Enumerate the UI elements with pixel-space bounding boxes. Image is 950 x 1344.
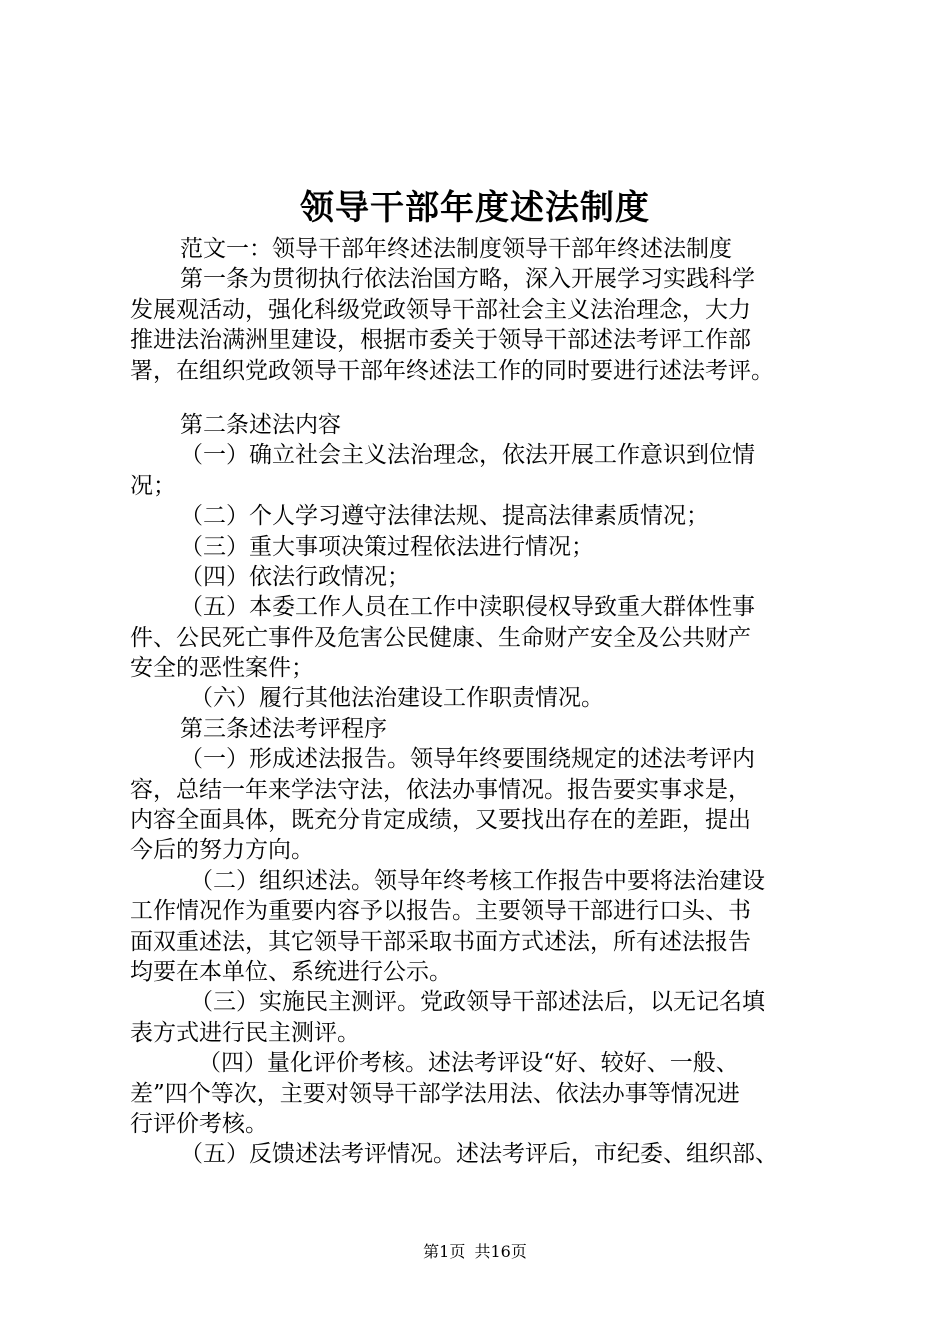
body-line: 差”四个等次，主要对领导干部学法用法、依法办事等情况进 [130,1080,740,1107]
body-line: 面双重述法，其它领导干部采取书面方式述法，所有述法报告 [130,928,751,955]
body-line: 表方式进行民主测评。 [130,1019,360,1046]
body-line: 推进法治满洲里建设，根据市委关于领导干部述法考评工作部 [130,327,751,354]
body-line: （三）重大事项决策过程依法进行情况； [180,533,594,560]
body-line: 第二条述法内容 [180,411,341,438]
page-footer [0,1240,950,1264]
body-line: （二）个人学习遵守法律法规、提高法律素质情况； [180,503,709,530]
body-line: （四）依法行政情况； [180,563,410,590]
page-number: 第1页 [423,1242,466,1261]
body-line: 范文一：领导干部年终述法制度领导干部年终述法制度 [180,236,732,262]
body-line: （二）组织述法。领导年终考核工作报告中要将法治建设 [190,867,765,894]
paragraph-gap [130,386,830,410]
body-line: 工作情况作为重要内容予以报告。主要领导干部进行口头、书 [130,898,751,925]
body-line: 况； [130,472,176,499]
body-line: 第一条为贯彻执行依法治国方略，深入开展学习实践科学 [180,266,755,293]
body-line: （一）形成述法报告。领导年终要围绕规定的述法考评内 [180,746,755,773]
document-body [130,234,830,1170]
body-line: （五）本委工作人员在工作中渎职侵权导致重大群体性事 [180,594,755,621]
body-line: 件、公民死亡事件及危害公民健康、生命财产安全及公共财产 [130,624,751,651]
body-line: （六）履行其他法治建设工作职责情况。 [190,685,604,712]
body-line: 今后的努力方向。 [130,837,314,864]
body-line: 署，在组织党政领导干部年终述法工作的同时要进行述法考评。 [130,357,774,384]
body-line: （一）确立社会主义法治理念，依法开展工作意识到位情 [180,442,755,469]
body-line: 均要在本单位、系统进行公示。 [130,958,452,985]
page-total: 共16页 [474,1242,527,1261]
body-line: 内容全面具体，既充分肯定成绩，又要找出存在的差距，提出 [130,807,751,834]
body-line: 容，总结一年来学法守法，依法办事情况。报告要实事求是， [130,776,751,803]
body-line: 发展观活动，强化科级党政领导干部社会主义法治理念，大力 [130,296,751,323]
body-line: （四）量化评价考核。述法考评设“好、较好、一般、 [198,1050,739,1077]
body-line: （三）实施民主测评。党政领导干部述法后，以无记名填 [190,989,765,1016]
document-title: 领导干部年度述法制度 [300,188,650,228]
body-line: （五）反馈述法考评情况。述法考评后，市纪委、组织部、 [180,1141,778,1168]
body-line: 安全的恶性案件； [130,655,314,682]
body-line: 行评价考核。 [130,1110,268,1137]
body-line: 第三条述法考评程序 [180,715,387,742]
